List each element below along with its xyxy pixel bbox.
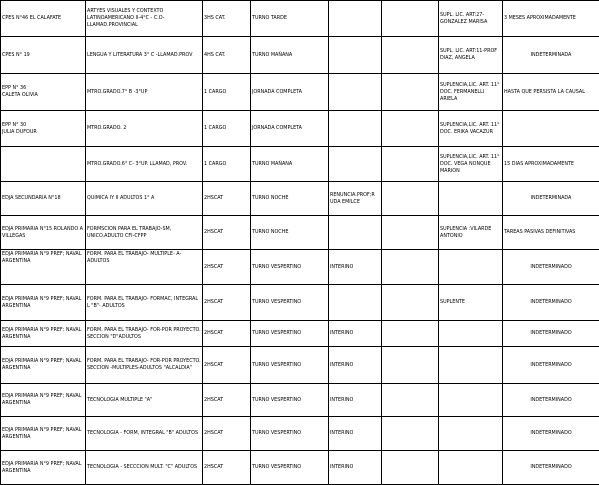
school-cell: EDJA PRIMARIA N°9 PREF; NAVAL ARGENTINA <box>1 451 86 485</box>
subject-cell: FORM. PARA EL TRABAJO- MULTIPLE- A- ADULTOS <box>86 250 203 285</box>
shift-cell: TURNO VESPERTINO <box>251 417 329 451</box>
shift-cell: TURNO VESPERTINO <box>251 347 329 384</box>
shift-cell: TURNO TARDE <box>251 1 329 37</box>
replaces-cell <box>439 250 503 285</box>
replaces-cell <box>439 384 503 417</box>
duration-cell: INDETERMINADA <box>503 182 599 216</box>
school-cell: EPP N° 36 CALETA OLIVIA <box>1 74 86 111</box>
table-row <box>1 451 599 485</box>
subject-cell: MTRO.GRADO.6° C- 3°UP. LLAMAD, PROV. <box>86 147 203 182</box>
school-cell: CPES N°46 EL CALAFATE <box>1 1 86 37</box>
extra-cell <box>382 216 439 250</box>
subject-cell: TECNOLOGIA - SECCCION MULT. "C" ADULTOS <box>86 451 203 485</box>
cause-cell: INTERINO <box>329 451 382 485</box>
table-row <box>1 147 599 182</box>
hours-cell: 2HSCAT <box>203 182 251 216</box>
extra-cell <box>382 250 439 285</box>
cause-cell: INTERINO <box>329 347 382 384</box>
cause-cell: INTERINO <box>329 384 382 417</box>
duration-cell: INDETERMINADO <box>503 285 599 321</box>
subject-cell: QUIMICA IY II ADULTOS 1° A <box>86 182 203 216</box>
table-row <box>1 182 599 216</box>
table-row <box>1 111 599 147</box>
school-cell: EDJA PRIMARIA N°9 PREF; NAVAL ARGENTINA <box>1 384 86 417</box>
duration-cell: INDETERMINADO <box>503 417 599 451</box>
duration-cell: INDETERMINADO <box>503 321 599 347</box>
shift-cell: TURNO VESPERTINO <box>251 250 329 285</box>
hours-cell: 2HSCAT <box>203 417 251 451</box>
extra-cell <box>382 417 439 451</box>
extra-cell <box>382 111 439 147</box>
subject-cell: TECNOLOGIA - FORM, INTEGRAL "B" ADULTOS <box>86 417 203 451</box>
extra-cell <box>382 37 439 74</box>
school-cell: EDJA PRIMARIA N°9 PREF; NAVAL ARGENTINA <box>1 417 86 451</box>
school-cell: EDJA PRIMARIA N°15 ROLANDO A VILLEGAS <box>1 216 86 250</box>
school-cell: EPP N° 30 JULIA DUFOUR <box>1 111 86 147</box>
table-row <box>1 321 599 347</box>
school-cell: EDJA PRIMARIA N°9 PREF; NAVAL ARGENTINA <box>1 285 86 321</box>
duration-cell: 15 DIAS APROXIMADAMENTE <box>503 147 599 182</box>
replaces-cell <box>439 417 503 451</box>
table-row <box>1 37 599 74</box>
replaces-cell <box>439 451 503 485</box>
replaces-cell: SUPLENCIA :VILARDE ANTONIO <box>439 216 503 250</box>
replaces-cell: SUPLENCIA,LIC. ART. 11° DOC. FERMANELLI ARIELA <box>439 74 503 111</box>
shift-cell: TURNO VESPERTINO <box>251 451 329 485</box>
table-row <box>1 285 599 321</box>
school-cell: CPES N° 19 <box>1 37 86 74</box>
subject-cell: FORM. PARA EL TRABAJO- FOR-POR PROYECTO. SECCION -MULTIPLES-ADULTOS "ALCALDIA" <box>86 347 203 384</box>
shift-cell: TURNO VESPERTINO <box>251 321 329 347</box>
replaces-cell: SUPL. LIC. ART:11-PROF DIAZ, ANGELA <box>439 37 503 74</box>
school-cell <box>1 147 86 182</box>
subject-cell: FORM. PARA EL TRABAJO- FORMAC, INTEGRAL L "B"- ADULTOS <box>86 285 203 321</box>
replaces-cell: SUPLENCIA,LIC. ART. 11° DOC. ERIKA VACAZUR <box>439 111 503 147</box>
cause-cell: INTERINO <box>329 250 382 285</box>
school-cell: EDJA PRIMARIA N°9 PREF; NAVAL ARGENTINA <box>1 250 86 285</box>
cause-cell <box>329 1 382 37</box>
hours-cell: 1 CARGO <box>203 74 251 111</box>
hours-cell: 2HSCAT <box>203 285 251 321</box>
hours-cell: 1 CARGO <box>203 147 251 182</box>
table-row <box>1 347 599 384</box>
shift-cell: TURNO VESPERTINO <box>251 384 329 417</box>
cause-cell: INTERINO <box>329 417 382 451</box>
duration-cell: INDETERMINADO <box>503 347 599 384</box>
extra-cell <box>382 384 439 417</box>
table-row <box>1 417 599 451</box>
duration-cell: INDETERMINADO <box>503 250 599 285</box>
replaces-cell <box>439 182 503 216</box>
duration-cell: 3 MESES APROXIMADAMENTE <box>503 1 599 37</box>
hours-cell: 2HSCAT <box>203 216 251 250</box>
hours-cell: 2HSCAT <box>203 321 251 347</box>
cause-cell <box>329 74 382 111</box>
extra-cell <box>382 74 439 111</box>
table-row <box>1 1 599 37</box>
shift-cell: JORNADA COMPLETA <box>251 111 329 147</box>
subject-cell: MTRO.GRADO.7° B -3°UP <box>86 74 203 111</box>
table-row <box>1 384 599 417</box>
hours-cell: 2HSCAT <box>203 347 251 384</box>
extra-cell <box>382 182 439 216</box>
school-cell: EDJA SECUNDARIA N°18 <box>1 182 86 216</box>
table-row <box>1 74 599 111</box>
duration-cell <box>503 111 599 147</box>
subject-cell: MTRO.GRADO. 2 <box>86 111 203 147</box>
shift-cell: JORNADA COMPLETA <box>251 74 329 111</box>
cause-cell <box>329 216 382 250</box>
hours-cell: 3HS CAT. <box>203 1 251 37</box>
subject-cell: TECNOLOGIA MULTIPLE "A" <box>86 384 203 417</box>
shift-cell: TURNO NOCHE <box>251 216 329 250</box>
cause-cell: RENUNCIA.PROF;R UDA EMILCE <box>329 182 382 216</box>
subject-cell: ARTYES VISUALES Y CONTEXTO LATINOAMERICANO II-4°C - C.O-LLAMAD.PROVINCIAL <box>86 1 203 37</box>
extra-cell <box>382 147 439 182</box>
extra-cell <box>382 1 439 37</box>
extra-cell <box>382 347 439 384</box>
duration-cell: HASTA QUE PERSISTA LA CAUSAL <box>503 74 599 111</box>
subject-cell: FORMSCION PARA EL TRABAJO-SM, UNICO.ADULTO CFI-CFPP <box>86 216 203 250</box>
school-cell: EDJA PRIMARIA N°9 PREF; NAVAL ARGENTINA <box>1 321 86 347</box>
extra-cell <box>382 321 439 347</box>
duration-cell: INDETERMINADA <box>503 37 599 74</box>
duration-cell: INDETERMINADO <box>503 384 599 417</box>
table-row <box>1 216 599 250</box>
extra-cell <box>382 451 439 485</box>
shift-cell: TURNO MAÑANA <box>251 37 329 74</box>
table-row <box>1 250 599 285</box>
replaces-cell: SUPLENTE <box>439 285 503 321</box>
hours-cell: 2HSCAT <box>203 384 251 417</box>
school-cell: EDJA PRIMARIA N°9 PREF; NAVAL ARGENTINA <box>1 347 86 384</box>
shift-cell: TURNO NOCHE <box>251 182 329 216</box>
cause-cell <box>329 147 382 182</box>
hours-cell: 1 CARGO <box>203 111 251 147</box>
hours-cell: 2HSCAT <box>203 250 251 285</box>
cause-cell <box>329 111 382 147</box>
hours-cell: 2HSCAT <box>203 451 251 485</box>
replaces-cell: SUPLENCIA,LIC. ART. 11° DOC. VEGA NONQUE MARION <box>439 147 503 182</box>
cause-cell <box>329 285 382 321</box>
replaces-cell <box>439 347 503 384</box>
hours-cell: 4HS CAT. <box>203 37 251 74</box>
subject-cell: FORM. PARA EL TRABAJO- FOR-POR PROYECTO. SECCION "D"ADULTOS <box>86 321 203 347</box>
shift-cell: TURNO VESPERTINO <box>251 285 329 321</box>
extra-cell <box>382 285 439 321</box>
shift-cell: TURNO MAÑANA <box>251 147 329 182</box>
duration-cell: INDETERMINADO <box>503 451 599 485</box>
cause-cell: INTERINO <box>329 321 382 347</box>
duration-cell: TAREAS PASIVAS DEFINITIVAS <box>503 216 599 250</box>
replaces-cell <box>439 321 503 347</box>
cause-cell <box>329 37 382 74</box>
replaces-cell: SUPL. LIC. ART:27-GONZALEZ MARISA <box>439 1 503 37</box>
subject-cell: LENGUA Y LITERATURA 3° C -LLAMAD.PROV <box>86 37 203 74</box>
